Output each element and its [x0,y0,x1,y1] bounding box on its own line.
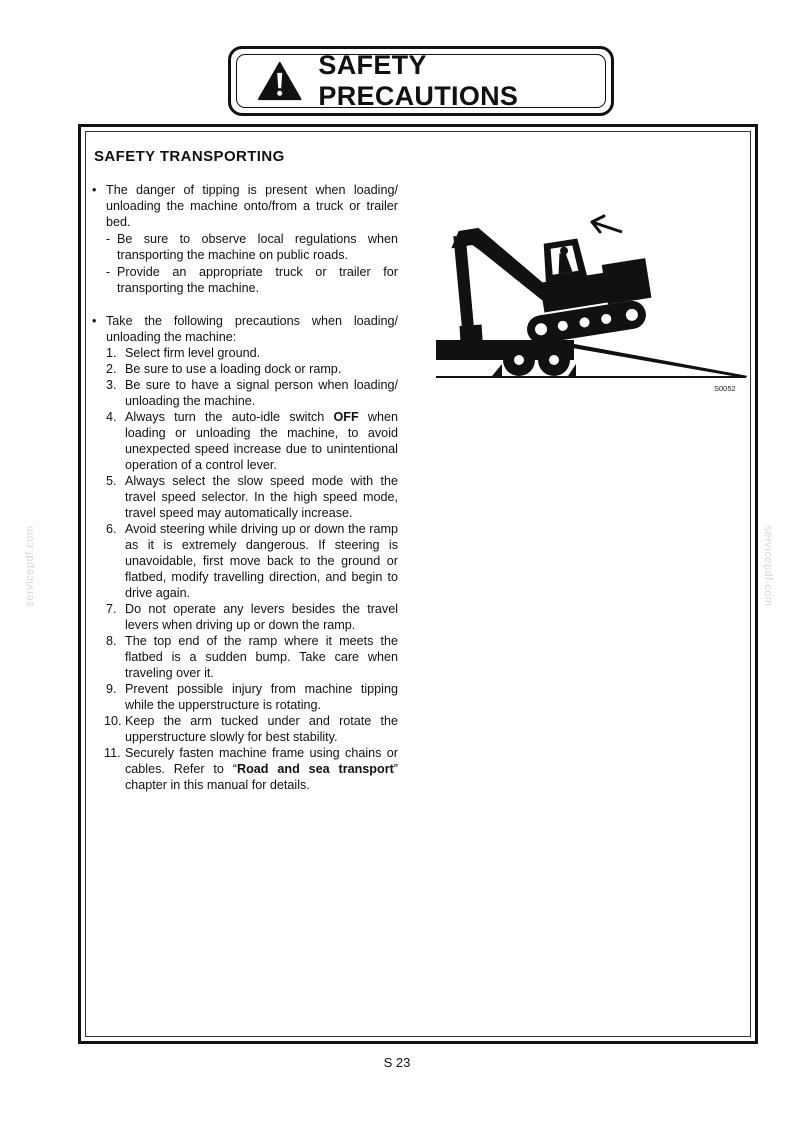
step-number: 6. [106,522,117,536]
step-text: Keep the arm tucked under and rotate the upperstructure slowly for best stability. [125,714,398,744]
step-text: Be sure to use a loading dock or ramp. [125,362,342,376]
bullet-mark: • [92,183,97,197]
step-number: 8. [106,634,117,648]
paragraph-gap [92,296,398,313]
step-7 [92,601,398,633]
watermark-left: servicepdf.com [24,525,36,607]
step-9 [92,681,398,713]
step-text-pre: Always turn the auto-idle switch [125,410,334,424]
step-text: Prevent possible injury from machine tipping while the upperstructure is rotating. [125,682,398,712]
step-text-bold: OFF [333,410,359,424]
section-title: SAFETY TRANSPORTING [94,148,285,165]
step-6 [92,521,398,601]
bullet-text: Take the following precautions when loading/ unloading the machine: [106,314,398,344]
subitem-text: Be sure to observe local regulations when transporting the machine on public roads. [117,232,398,262]
step-8 [92,633,398,681]
watermark-right: servicepdf.com [762,525,774,607]
step-3 [92,377,398,409]
step-number: 11. [104,746,121,760]
step-text: Select firm level ground. [125,346,261,360]
step-text-pre: Securely fasten machine frame using chains or cables. Refer to “ [125,746,398,776]
step-1 [92,345,398,361]
step-text-bold: Road and sea transport [237,762,394,776]
bullet-mark: • [92,314,97,328]
step-5 [92,473,398,521]
page-number: S 23 [383,1055,411,1070]
page-header-title: SAFETY PRECAUTIONS [318,50,519,111]
step-number: 5. [106,474,117,488]
subitem-appropriate-truck [92,264,398,296]
bullet-loading-precautions [92,313,398,345]
step-2 [92,361,398,377]
dash-mark: - [106,265,111,279]
figure-caption: S0052 [714,384,736,393]
step-number: 2. [106,362,117,376]
subitem-text: Provide an appropriate truck or trailer for transporting the machine. [117,265,398,295]
step-number: 7. [106,602,117,616]
subitem-local-regulations [92,231,398,263]
bullet-text: The danger of tipping is present when loading/ unloading the machine onto/from a truck or trailer bed. [106,183,398,229]
step-number: 10. [104,714,122,728]
step-10 [92,713,398,745]
step-4 [92,409,398,473]
step-number: 1. [106,346,117,360]
step-text: Always select the slow speed mode with the travel speed selector. In the high speed mode, travel speed may automatically increase. [125,474,398,520]
step-number: 4. [106,410,117,424]
step-text-post: when loading or unloading the machine, to avoid unexpected speed increase due to unintentional operation of a control lever. [125,410,398,472]
step-text: Avoid steering while driving up or down the ramp as it is extremely dangerous. If steering is unavoidable, first move back to the ground or flatbed, modify travelling direction, and begin to drive again. [125,522,398,600]
step-text: Be sure to have a signal person when loading/ unloading the machine. [125,378,398,408]
step-number: 9. [106,682,117,696]
step-text-post: ” chapter in this manual for details. [125,762,398,792]
step-text: The top end of the ramp where it meets the flatbed is a sudden bump. Take care when traveling over it. [125,634,398,680]
step-text: Do not operate any levers besides the travel levers when driving up or down the ramp. [125,602,398,632]
warning-triangle-icon [257,59,302,103]
bullet-tipping-danger [92,182,398,230]
excavator-loading-ramp-icon [434,200,750,400]
step-11 [92,745,398,793]
header-box [228,46,614,116]
section-body [92,182,398,793]
header-inner-border [236,50,606,111]
dash-mark: - [106,232,111,246]
step-number: 3. [106,378,117,392]
